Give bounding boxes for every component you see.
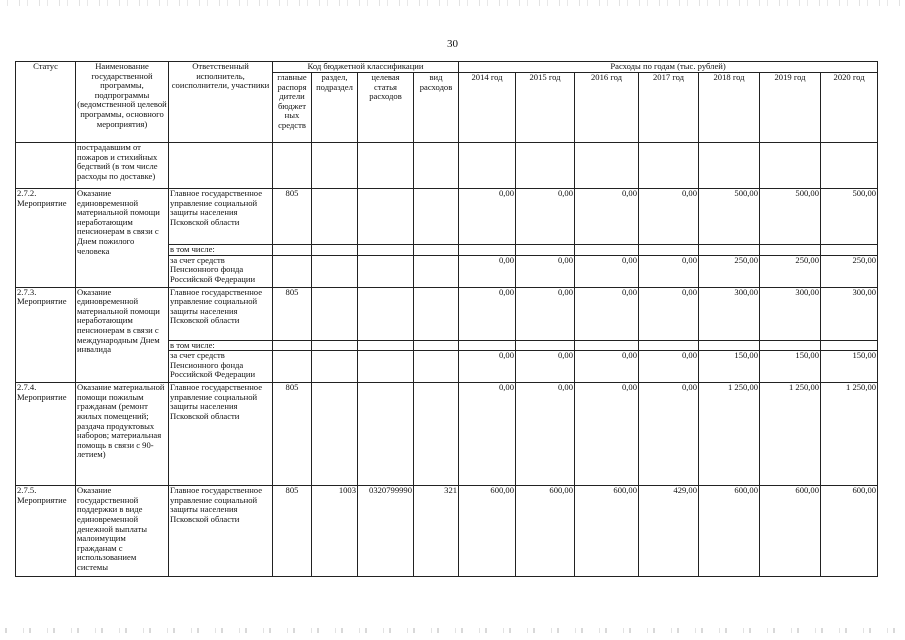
value-cell: 600,00 xyxy=(821,486,878,577)
status-cell: 2.7.2. Мероприятие xyxy=(16,189,76,288)
in-that-label: в том числе: xyxy=(169,245,273,256)
name-cell: Оказание единовременной материальной помощи неработающим пенсионерам в связи с международным Днем инвалида xyxy=(76,287,169,383)
status-cell: 2.7.5. Мероприятие xyxy=(16,486,76,577)
value-cell: 600,00 xyxy=(459,486,516,577)
col-year-header: 2016 год xyxy=(575,73,639,143)
value-cell: 1 250,00 xyxy=(760,383,821,486)
col-year-header: 2020 год xyxy=(821,73,878,143)
table-row xyxy=(16,486,878,577)
value-cell: 0,00 xyxy=(459,383,516,486)
col-bk-group-header: Код бюджетной классификации xyxy=(273,62,459,73)
grbs-cell: 805 xyxy=(273,287,312,340)
vr-cell xyxy=(414,189,459,245)
rzpr-cell: 1003 xyxy=(312,486,358,577)
value-cell: 0,00 xyxy=(516,287,575,340)
vr-cell xyxy=(414,287,459,340)
col-status-header: Статус xyxy=(16,62,76,143)
in-that-label: в том числе: xyxy=(169,340,273,351)
col-responsible-header: Ответственный исполнитель, соисполнители, участники xyxy=(169,62,273,143)
responsible-cell: Главное государственное управление социальной защиты населения Псковской области xyxy=(169,287,273,340)
value-cell: 0,00 xyxy=(459,255,516,287)
value-cell: 0,00 xyxy=(516,383,575,486)
table-row xyxy=(16,287,878,340)
value-cell: 0,00 xyxy=(639,255,699,287)
value-cell: 600,00 xyxy=(699,486,760,577)
status-cell: 2.7.4. Мероприятие xyxy=(16,383,76,486)
value-cell: 150,00 xyxy=(699,351,760,383)
col-year-header: 2015 год xyxy=(516,73,575,143)
col-vr-header: вид расходов xyxy=(414,73,459,143)
vr-cell xyxy=(414,383,459,486)
continuation-row xyxy=(16,143,878,189)
rzpr-cell xyxy=(312,383,358,486)
value-cell: 0,00 xyxy=(575,287,639,340)
value-cell: 0,00 xyxy=(516,351,575,383)
sub-label: за счет средств Пенсионного фонда Российской Федерации xyxy=(169,255,273,287)
table-row xyxy=(16,383,878,486)
value-cell: 0,00 xyxy=(639,383,699,486)
col-year-header: 2019 год xyxy=(760,73,821,143)
value-cell: 0,00 xyxy=(575,255,639,287)
value-cell: 0,00 xyxy=(516,255,575,287)
value-cell: 500,00 xyxy=(699,189,760,245)
page-number: 30 xyxy=(447,38,458,50)
csr-cell: 0320799990 xyxy=(358,486,414,577)
value-cell: 0,00 xyxy=(639,351,699,383)
value-cell: 429,00 xyxy=(639,486,699,577)
header-row-1 xyxy=(16,62,878,73)
rzpr-cell xyxy=(312,189,358,245)
grbs-cell: 805 xyxy=(273,383,312,486)
table-row xyxy=(16,189,878,245)
value-cell: 0,00 xyxy=(459,287,516,340)
vr-cell: 321 xyxy=(414,486,459,577)
value-cell: 1 250,00 xyxy=(699,383,760,486)
name-cell: пострадавшим от пожаров и стихийных бедствий (в том числе расходы по доставке) xyxy=(76,143,169,189)
value-cell: 300,00 xyxy=(760,287,821,340)
value-cell: 500,00 xyxy=(760,189,821,245)
value-cell: 1 250,00 xyxy=(821,383,878,486)
responsible-cell: Главное государственное управление социальной защиты населения Псковской области xyxy=(169,383,273,486)
value-cell: 500,00 xyxy=(821,189,878,245)
value-cell: 250,00 xyxy=(760,255,821,287)
col-year-header: 2017 год xyxy=(639,73,699,143)
value-cell: 0,00 xyxy=(639,287,699,340)
grbs-cell: 805 xyxy=(273,189,312,245)
csr-cell xyxy=(358,383,414,486)
col-year-header: 2014 год xyxy=(459,73,516,143)
value-cell: 250,00 xyxy=(699,255,760,287)
col-year-header: 2018 год xyxy=(699,73,760,143)
value-cell: 150,00 xyxy=(760,351,821,383)
value-cell: 300,00 xyxy=(821,287,878,340)
value-cell: 0,00 xyxy=(459,189,516,245)
value-cell: 0,00 xyxy=(575,351,639,383)
grbs-cell: 805 xyxy=(273,486,312,577)
col-name-header: Наименование государственной программы, подпрограммы (ведомственной целевой программы, основного мероприятия) xyxy=(76,62,169,143)
name-cell: Оказание государственной поддержки в виде единовременной денежной выплаты малоимущим гражданам с использованием системы xyxy=(76,486,169,577)
responsible-cell: Главное государственное управление социальной защиты населения Псковской области xyxy=(169,486,273,577)
name-cell: Оказание единовременной материальной помощи неработающим пенсионерам в связи с Днем пожилого человека xyxy=(76,189,169,288)
col-years-group-header: Расходы по годам (тыс. рублей) xyxy=(459,62,878,73)
sub-label: за счет средств Пенсионного фонда Российской Федерации xyxy=(169,351,273,383)
status-cell xyxy=(16,143,76,189)
value-cell: 300,00 xyxy=(699,287,760,340)
value-cell: 0,00 xyxy=(639,189,699,245)
status-cell: 2.7.3. Мероприятие xyxy=(16,287,76,383)
value-cell: 600,00 xyxy=(575,486,639,577)
col-grbs-header: главные распоря дители бюджет ных средств xyxy=(273,73,312,143)
responsible-cell: Главное государственное управление социальной защиты населения Псковской области xyxy=(169,189,273,245)
budget-table xyxy=(15,61,878,577)
col-rzpr-header: раздел, подраздел xyxy=(312,73,358,143)
rzpr-cell xyxy=(312,287,358,340)
value-cell: 150,00 xyxy=(821,351,878,383)
name-cell: Оказание материальной помощи пожилым гражданам (ремонт жилых помещений; раздача продуктовых наборов; материальная помощь в связи с 90-летием) xyxy=(76,383,169,486)
value-cell: 0,00 xyxy=(459,351,516,383)
scan-edge-top xyxy=(0,0,905,6)
value-cell: 0,00 xyxy=(575,383,639,486)
csr-cell xyxy=(358,189,414,245)
value-cell: 0,00 xyxy=(516,189,575,245)
scan-edge-bottom xyxy=(0,628,905,633)
value-cell: 250,00 xyxy=(821,255,878,287)
value-cell: 0,00 xyxy=(575,189,639,245)
csr-cell xyxy=(358,287,414,340)
value-cell: 600,00 xyxy=(516,486,575,577)
col-csr-header: целевая статья расходов xyxy=(358,73,414,143)
value-cell: 600,00 xyxy=(760,486,821,577)
